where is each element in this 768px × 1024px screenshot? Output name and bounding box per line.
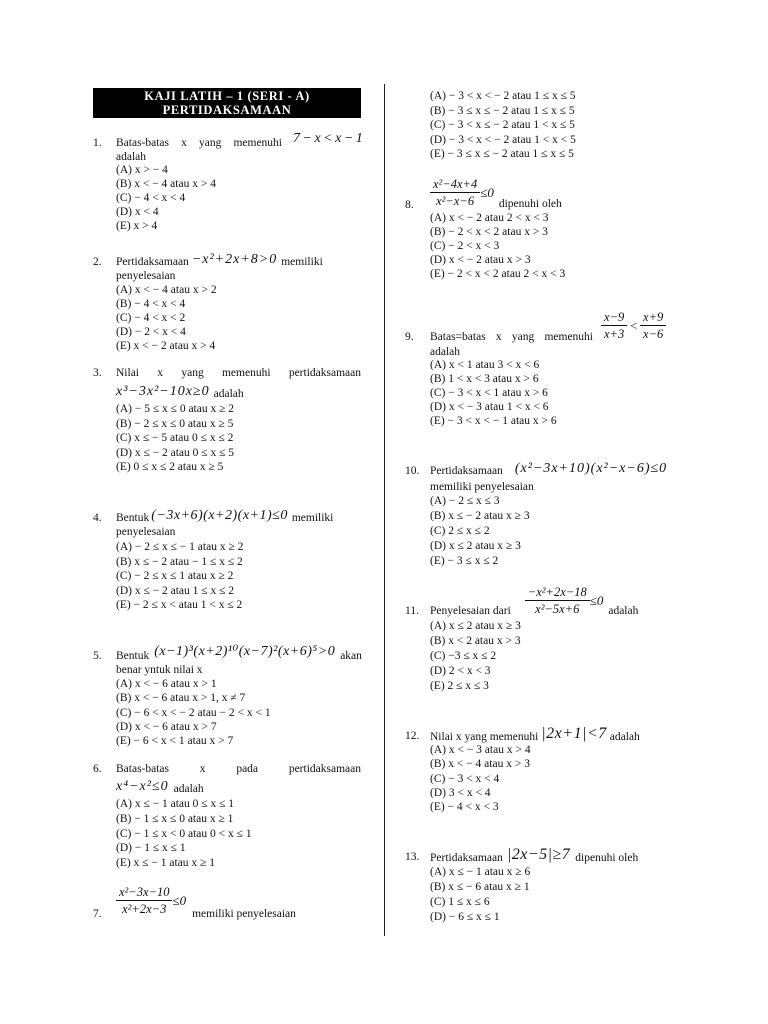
option-a: (A) x ≤ − 1 atau 0 ≤ x ≤ 1 [116, 798, 235, 810]
option-d: (D) x < 4 [116, 206, 159, 218]
answer-options [430, 619, 521, 694]
answer-options [430, 89, 576, 162]
inequality-relation: < [629, 317, 639, 333]
option-e: (E) x < − 2 atau x > 4 [116, 340, 216, 352]
option-c: (C) − 1 ≤ x < 0 atau 0 < x ≤ 1 [116, 827, 252, 840]
question-text: Bentuk [116, 650, 150, 662]
fraction-numerator: x²−4x+4 [433, 177, 478, 191]
answer-options [116, 677, 271, 748]
answer-options [116, 402, 234, 475]
option-e: (E) − 3 ≤ x ≤ − 2 atau 1 ≤ x ≤ 5 [430, 148, 574, 160]
question-stem [430, 848, 638, 866]
fraction-left [601, 309, 627, 342]
option-b: (B) − 2 ≤ x ≤ 0 atau x ≥ 5 [116, 417, 234, 430]
inequality-relation: ≤0 [589, 592, 604, 608]
question-stem [116, 131, 366, 151]
option-d: (D) x ≤ − 2 atau 0 ≤ x ≤ 5 [116, 446, 235, 459]
question-text-after: memiliki [291, 512, 334, 524]
option-b: (B) 1 < x < 3 atau x > 6 [430, 373, 539, 385]
fraction-denominator: x²−5x+6 [525, 600, 590, 617]
option-d: (D) − 1 ≤ x ≤ 1 [116, 842, 186, 855]
option-e: (E) − 3 < x < − 1 atau x > 6 [430, 415, 557, 427]
question-text-continued: adalah [116, 151, 147, 163]
answer-options [116, 540, 243, 613]
option-e: (E) − 3 ≤ x ≤ 2 [430, 554, 499, 567]
question-stem [430, 309, 666, 342]
answer-options [430, 211, 565, 281]
option-b: (B) x < − 4 atau x > 3 [430, 758, 530, 771]
question-stem [116, 644, 362, 664]
fraction-numerator: x²−3x−10 [119, 885, 170, 899]
option-c: (C) − 3 < x < 4 [430, 772, 500, 785]
inequality-relation: ≤0 [480, 184, 494, 200]
option-c: (C) − 3 < x ≤ − 2 atau 1 < x ≤ 5 [430, 119, 575, 131]
option-d: (D) x < − 6 atau x > 7 [116, 720, 217, 733]
question-number: 6. [93, 763, 102, 775]
option-d: (D) x < − 3 atau 1 < x < 6 [430, 401, 549, 413]
option-d: (D) x ≤ 2 atau x ≥ 3 [430, 539, 521, 552]
option-e: (E) − 2 ≤ x < atau 1 < x ≤ 2 [116, 599, 243, 611]
question-number: 11. [405, 605, 419, 617]
option-e: (E) x ≤ − 1 atau x ≥ 1 [116, 857, 215, 870]
question-number: 3. [93, 367, 102, 379]
question-text-after: memiliki penyelesaian [192, 908, 296, 920]
option-b: (B) − 1 ≤ x ≤ 0 atau x ≥ 1 [116, 812, 234, 825]
question-stem [430, 463, 667, 479]
question-stem [116, 884, 296, 920]
worksheet-topic: PERTIDAKSAMAAN [162, 103, 292, 117]
option-a: (A) − 2 ≤ x ≤ 3 [430, 494, 500, 507]
question-number: 1. [93, 137, 102, 149]
option-c: (C) − 2 ≤ x ≤ 1 atau x ≥ 2 [116, 570, 234, 582]
option-a: (A) x > − 4 [116, 164, 168, 176]
fraction-denominator: x+3 [601, 325, 627, 342]
question-text: Batas-batas x pada pertidaksamaan [116, 763, 361, 775]
option-a: (A) x < 1 atau 3 < x < 6 [430, 359, 540, 371]
question-stem [116, 781, 204, 797]
option-d: (D) x < − 2 atau x > 3 [430, 254, 531, 266]
worksheet-title: KAJI LATIH – 1 (SERI - A) [144, 89, 310, 103]
question-text-after: adalah [608, 605, 639, 617]
option-b: (B) x ≤ − 6 atau x ≥ 1 [430, 880, 530, 893]
answer-options [430, 358, 557, 428]
fraction-expression [525, 584, 590, 617]
answer-options [430, 865, 530, 925]
answer-options [430, 743, 531, 814]
inequality-expression: −x²+2x+8>0 [191, 252, 278, 267]
option-a: (A) x < − 2 atau 2 < x < 3 [430, 212, 549, 224]
question-text-continued: penyelesaian [116, 526, 176, 538]
fraction-expression [116, 884, 172, 917]
option-b: (B) − 4 < x < 4 [116, 298, 186, 310]
question-text: Nilai x yang memenuhi [430, 731, 539, 743]
fraction-numerator: x+9 [643, 310, 664, 324]
question-text: Batas=batas x yang memenuhi [430, 331, 593, 343]
question-number: 13. [405, 851, 420, 863]
question-text-continued: penyelesaian [116, 270, 176, 282]
option-e: (E) x > 4 [116, 220, 158, 232]
option-a: (A) − 2 ≤ x ≤ − 1 atau x ≥ 2 [116, 541, 244, 553]
column-divider [384, 84, 385, 936]
question-text-after: dipenuhi oleh [575, 852, 639, 864]
question-number: 5. [93, 650, 102, 662]
fraction-numerator: −x²+2x−18 [527, 585, 587, 599]
option-b: (B) x ≤ − 2 atau x ≥ 3 [430, 509, 530, 522]
question-number: 12. [405, 730, 420, 742]
option-c: (C) − 4 < x < 4 [116, 192, 186, 204]
question-text: Nilai x yang memenuhi pertidaksamaan [116, 367, 361, 379]
option-e: (E) − 6 < x < 1 atau x > 7 [116, 735, 234, 747]
option-c: (C) − 3 < x < 1 atau x > 6 [430, 387, 548, 399]
absolute-value-expression: |2x−5|≥7 [506, 846, 571, 863]
absolute-value-expression: |2x+1|<7 [541, 725, 607, 742]
option-d: (D) − 6 ≤ x ≤ 1 [430, 910, 500, 923]
option-c: (C) 2 ≤ x ≤ 2 [430, 524, 490, 537]
question-stem [116, 386, 244, 402]
inequality-expression: 7−x<x−1 [293, 131, 366, 146]
question-text: Pertidaksamaan [430, 465, 503, 477]
option-b: (B) − 2 < x < 2 atau x > 3 [430, 226, 548, 238]
question-text: Bentuk [116, 512, 150, 524]
inequality-expression: (x−1)³(x+2)¹⁰(x−7)²(x+6)⁵>0 [154, 644, 336, 659]
option-a: (A) x < − 6 atau x > 1 [116, 678, 217, 690]
fraction-denominator: x²−x−6 [430, 192, 480, 209]
option-d: (D) − 3 < x < − 2 atau 1 < x < 5 [430, 133, 576, 146]
fraction-right [640, 309, 666, 342]
option-c: (C) −3 ≤ x ≤ 2 [430, 649, 497, 662]
option-b: (B) x < − 4 atau x > 4 [116, 178, 216, 190]
option-e: (E) 0 ≤ x ≤ 2 atau x ≥ 5 [116, 461, 224, 473]
question-stem [116, 510, 333, 526]
option-a: (A) x < − 3 atau x > 4 [430, 744, 531, 756]
option-c: (C) − 4 < x < 2 [116, 312, 186, 324]
question-number: 8. [405, 199, 414, 211]
inequality-relation: ≤0 [172, 892, 187, 908]
answer-options [116, 797, 252, 871]
option-e: (E) − 4 < x < 3 [430, 801, 499, 813]
option-a: (A) − 3 < x < − 2 atau 1 ≤ x ≤ 5 [430, 90, 576, 102]
fraction-expression [430, 176, 480, 209]
answer-options [430, 494, 530, 569]
question-text-after: dipenuhi oleh [498, 198, 562, 210]
option-d: (D) − 2 < x < 4 [116, 326, 186, 338]
option-a: (A) x < − 4 atau x > 2 [116, 284, 217, 296]
inequality-expression: (x²−3x+10)(x²−x−6)≤0 [514, 461, 668, 476]
inequality-expression: x⁴−x²≤0 [116, 779, 169, 794]
option-b: (B) − 3 ≤ x ≤ − 2 atau 1 ≤ x ≤ 5 [430, 104, 575, 117]
question-text-continued: adalah [430, 346, 461, 358]
question-text: Pertidaksamaan [116, 256, 189, 268]
answer-options [116, 163, 216, 233]
answer-options [116, 283, 217, 353]
question-text-continued: memiliki penyelesaian [430, 481, 534, 493]
option-d: (D) 3 < x < 4 [430, 786, 491, 799]
question-number: 10. [405, 465, 420, 477]
question-text-after: adalah [173, 783, 204, 795]
option-c: (C) 1 ≤ x ≤ 6 [430, 895, 490, 908]
option-d: (D) 2 < x < 3 [430, 664, 491, 677]
option-b: (B) x < 2 atau x > 3 [430, 634, 521, 647]
option-a: (A) − 5 ≤ x ≤ 0 atau x ≥ 2 [116, 403, 235, 415]
option-c: (C) − 6 < x < − 2 atau − 2 < x < 1 [116, 706, 271, 719]
option-c: (C) x ≤ − 5 atau 0 ≤ x ≤ 2 [116, 432, 234, 444]
question-number: 7. [93, 908, 102, 920]
fraction-numerator: x−9 [604, 310, 625, 324]
fraction-denominator: x−6 [640, 325, 666, 342]
question-number: 2. [93, 256, 102, 268]
inequality-expression: x³−3x²−10x≥0 [116, 384, 210, 399]
option-a: (A) x ≤ 2 atau x ≥ 3 [430, 619, 521, 632]
option-c: (C) − 2 < x < 3 [430, 240, 500, 252]
question-text-after: akan [340, 650, 362, 662]
inequality-expression: (−3x+6)(x+2)(x+1)≤0 [151, 508, 288, 523]
question-number: 4. [93, 512, 102, 524]
option-e: (E) − 2 < x < 2 atau 2 < x < 3 [430, 268, 566, 280]
question-text-after: adalah [213, 388, 244, 400]
option-b: (B) x < − 6 atau x > 1, x ≠ 7 [116, 692, 246, 705]
question-stem [430, 176, 562, 209]
question-stem [116, 254, 323, 270]
question-text-after: memiliki [281, 256, 323, 268]
option-d: (D) x ≤ − 2 atau 1 ≤ x ≤ 2 [116, 584, 235, 597]
question-text-after: adalah [609, 731, 640, 743]
title-banner [93, 88, 361, 118]
question-text: Penyelesaian dari [430, 605, 511, 617]
question-text: Pertidaksamaan [430, 852, 503, 864]
question-text-continued: benar yntuk nilai x [116, 664, 203, 676]
question-text: Batas-batas x yang memenuhi [116, 137, 282, 149]
question-number: 9. [405, 331, 414, 343]
question-stem [430, 584, 638, 617]
option-e: (E) 2 ≤ x ≤ 3 [430, 679, 489, 692]
fraction-denominator: x²+2x−3 [116, 900, 172, 917]
option-a: (A) x ≤ − 1 atau x ≥ 6 [430, 865, 531, 878]
option-b: (B) x ≤ − 2 atau − 1 ≤ x ≤ 2 [116, 555, 243, 568]
